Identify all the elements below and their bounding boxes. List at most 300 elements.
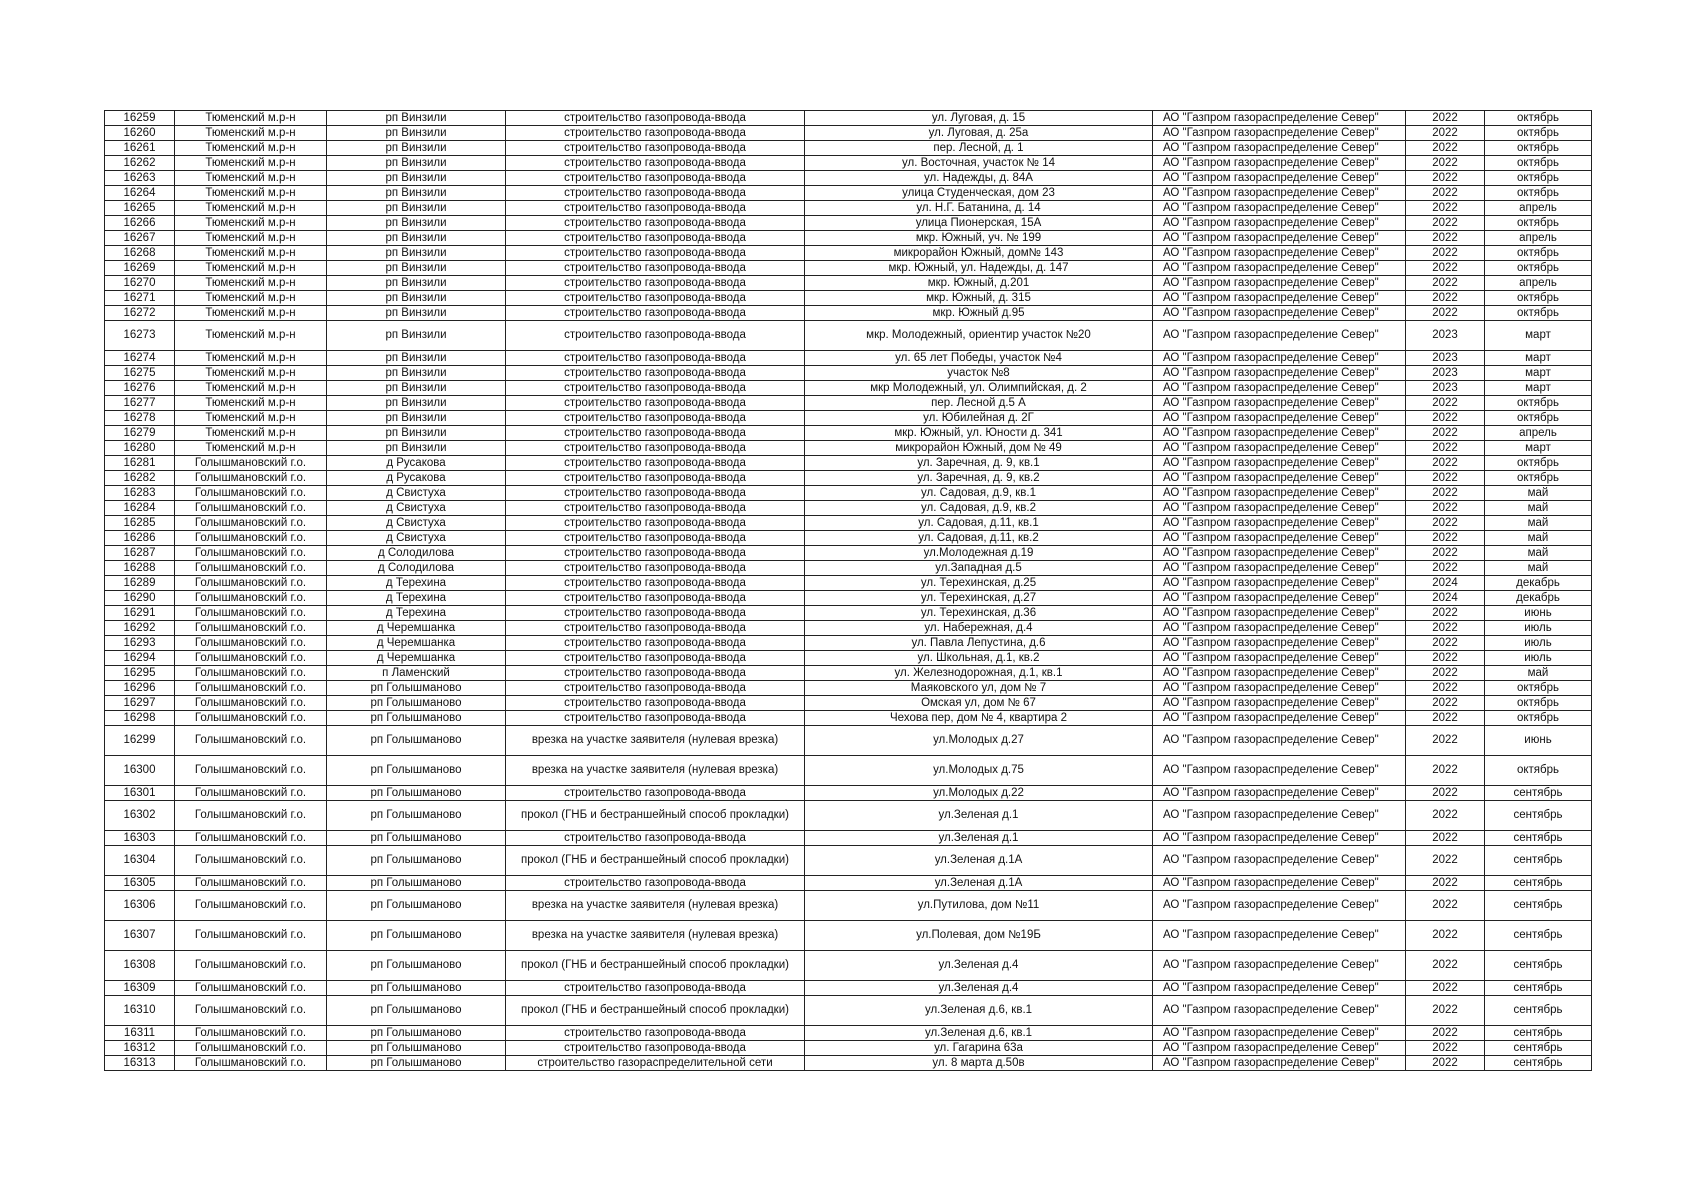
- cell-id: 16299: [105, 726, 175, 756]
- cell-organization: АО "Газпром газораспределение Север": [1153, 246, 1406, 261]
- cell-district: Тюменский м.р-н: [175, 366, 327, 381]
- cell-year: 2022: [1406, 456, 1485, 471]
- cell-district: Тюменский м.р-н: [175, 321, 327, 351]
- cell-district: Тюменский м.р-н: [175, 111, 327, 126]
- cell-work-type: строительство газопровода-ввода: [506, 186, 805, 201]
- cell-organization: АО "Газпром газораспределение Север": [1153, 606, 1406, 621]
- cell-settlement: рп Винзили: [327, 426, 506, 441]
- cell-organization: АО "Газпром газораспределение Север": [1153, 651, 1406, 666]
- cell-month: апрель: [1485, 201, 1592, 216]
- cell-address: ул. Садовая, д.9, кв.2: [805, 501, 1153, 516]
- cell-work-type: строительство газопровода-ввода: [506, 141, 805, 156]
- cell-organization: АО "Газпром газораспределение Север": [1153, 171, 1406, 186]
- table-row: [105, 591, 1592, 606]
- cell-settlement: д Черемшанка: [327, 651, 506, 666]
- cell-year: 2023: [1406, 321, 1485, 351]
- cell-address: Маяковского ул, дом № 7: [805, 681, 1153, 696]
- cell-organization: АО "Газпром газораспределение Север": [1153, 561, 1406, 576]
- cell-organization: АО "Газпром газораспределение Север": [1153, 486, 1406, 501]
- cell-settlement: рп Винзили: [327, 276, 506, 291]
- cell-id: 16295: [105, 666, 175, 681]
- table-row: [105, 621, 1592, 636]
- cell-id: 16287: [105, 546, 175, 561]
- cell-organization: АО "Газпром газораспределение Север": [1153, 996, 1406, 1026]
- cell-address: ул. Школьная, д.1, кв.2: [805, 651, 1153, 666]
- cell-id: 16269: [105, 261, 175, 276]
- table-row: [105, 396, 1592, 411]
- cell-id: 16310: [105, 996, 175, 1026]
- cell-settlement: рп Голышманово: [327, 1026, 506, 1041]
- cell-id: 16311: [105, 1026, 175, 1041]
- cell-month: октябрь: [1485, 141, 1592, 156]
- cell-id: 16264: [105, 186, 175, 201]
- cell-id: 16303: [105, 831, 175, 846]
- cell-settlement: д Русакова: [327, 456, 506, 471]
- cell-month: сентябрь: [1485, 981, 1592, 996]
- cell-district: Тюменский м.р-н: [175, 141, 327, 156]
- table-row: [105, 216, 1592, 231]
- cell-month: сентябрь: [1485, 786, 1592, 801]
- cell-month: октябрь: [1485, 246, 1592, 261]
- cell-id: 16270: [105, 276, 175, 291]
- cell-district: Тюменский м.р-н: [175, 396, 327, 411]
- cell-year: 2022: [1406, 201, 1485, 216]
- cell-address: микрорайон Южный, дом№ 143: [805, 246, 1153, 261]
- cell-district: Голышмановский г.о.: [175, 786, 327, 801]
- cell-organization: АО "Газпром газораспределение Север": [1153, 591, 1406, 606]
- cell-organization: АО "Газпром газораспределение Север": [1153, 351, 1406, 366]
- cell-district: Голышмановский г.о.: [175, 606, 327, 621]
- table-row: [105, 276, 1592, 291]
- cell-year: 2022: [1406, 171, 1485, 186]
- cell-organization: АО "Газпром газораспределение Север": [1153, 411, 1406, 426]
- cell-district: Голышмановский г.о.: [175, 921, 327, 951]
- cell-work-type: прокол (ГНБ и бестраншейный способ прокладки): [506, 951, 805, 981]
- cell-settlement: рп Винзили: [327, 216, 506, 231]
- cell-work-type: строительство газопровода-ввода: [506, 246, 805, 261]
- table-row: [105, 921, 1592, 951]
- cell-month: май: [1485, 666, 1592, 681]
- cell-district: Голышмановский г.о.: [175, 696, 327, 711]
- cell-district: Тюменский м.р-н: [175, 426, 327, 441]
- cell-work-type: строительство газопровода-ввода: [506, 666, 805, 681]
- cell-month: октябрь: [1485, 306, 1592, 321]
- cell-district: Тюменский м.р-н: [175, 246, 327, 261]
- cell-year: 2022: [1406, 126, 1485, 141]
- cell-district: Голышмановский г.о.: [175, 681, 327, 696]
- cell-work-type: строительство газопровода-ввода: [506, 411, 805, 426]
- cell-year: 2022: [1406, 531, 1485, 546]
- cell-id: 16296: [105, 681, 175, 696]
- cell-id: 16276: [105, 381, 175, 396]
- cell-settlement: рп Винзили: [327, 261, 506, 276]
- cell-organization: АО "Газпром газораспределение Север": [1153, 321, 1406, 351]
- cell-settlement: д Русакова: [327, 471, 506, 486]
- cell-organization: АО "Газпром газораспределение Север": [1153, 276, 1406, 291]
- cell-work-type: строительство газопровода-ввода: [506, 471, 805, 486]
- cell-year: 2022: [1406, 621, 1485, 636]
- cell-settlement: рп Винзили: [327, 321, 506, 351]
- cell-organization: АО "Газпром газораспределение Север": [1153, 471, 1406, 486]
- cell-district: Голышмановский г.о.: [175, 756, 327, 786]
- cell-settlement: д Солодилова: [327, 546, 506, 561]
- cell-settlement: рп Голышманово: [327, 891, 506, 921]
- cell-address: ул. Н.Г. Батанина, д. 14: [805, 201, 1153, 216]
- cell-work-type: строительство газопровода-ввода: [506, 651, 805, 666]
- cell-district: Голышмановский г.о.: [175, 621, 327, 636]
- cell-address: ул. Юбилейная д. 2Г: [805, 411, 1153, 426]
- cell-district: Голышмановский г.о.: [175, 846, 327, 876]
- table-row: [105, 891, 1592, 921]
- cell-month: октябрь: [1485, 126, 1592, 141]
- cell-id: 16277: [105, 396, 175, 411]
- cell-work-type: строительство газопровода-ввода: [506, 231, 805, 246]
- cell-month: март: [1485, 381, 1592, 396]
- cell-district: Голышмановский г.о.: [175, 996, 327, 1026]
- cell-work-type: строительство газопровода-ввода: [506, 516, 805, 531]
- cell-work-type: строительство газопровода-ввода: [506, 981, 805, 996]
- cell-address: ул.Молодых д.22: [805, 786, 1153, 801]
- cell-work-type: строительство газопровода-ввода: [506, 1026, 805, 1041]
- cell-month: май: [1485, 561, 1592, 576]
- table-row: [105, 801, 1592, 831]
- cell-district: Тюменский м.р-н: [175, 186, 327, 201]
- cell-organization: АО "Газпром газораспределение Север": [1153, 111, 1406, 126]
- cell-organization: АО "Газпром газораспределение Север": [1153, 261, 1406, 276]
- cell-id: 16307: [105, 921, 175, 951]
- cell-address: ул.Зеленая д.1: [805, 831, 1153, 846]
- cell-work-type: врезка на участке заявителя (нулевая врезка): [506, 891, 805, 921]
- cell-address: ул.Зеленая д.6, кв.1: [805, 1026, 1153, 1041]
- cell-year: 2022: [1406, 711, 1485, 726]
- cell-district: Голышмановский г.о.: [175, 456, 327, 471]
- cell-address: мкр. Южный, ул. Юности д. 341: [805, 426, 1153, 441]
- cell-address: ул. Терехинская, д.27: [805, 591, 1153, 606]
- cell-year: 2022: [1406, 921, 1485, 951]
- cell-work-type: прокол (ГНБ и бестраншейный способ прокладки): [506, 996, 805, 1026]
- cell-year: 2022: [1406, 681, 1485, 696]
- cell-district: Тюменский м.р-н: [175, 231, 327, 246]
- cell-id: 16259: [105, 111, 175, 126]
- cell-organization: АО "Газпром газораспределение Север": [1153, 981, 1406, 996]
- cell-id: 16281: [105, 456, 175, 471]
- table-row: [105, 516, 1592, 531]
- cell-district: Тюменский м.р-н: [175, 276, 327, 291]
- table-row: [105, 231, 1592, 246]
- cell-work-type: строительство газопровода-ввода: [506, 486, 805, 501]
- cell-year: 2022: [1406, 981, 1485, 996]
- cell-settlement: рп Голышманово: [327, 996, 506, 1026]
- cell-work-type: строительство газопровода-ввода: [506, 696, 805, 711]
- cell-id: 16292: [105, 621, 175, 636]
- table-row: [105, 201, 1592, 216]
- cell-year: 2022: [1406, 1041, 1485, 1056]
- cell-organization: АО "Газпром газораспределение Север": [1153, 306, 1406, 321]
- cell-address: улица Пионерская, 15А: [805, 216, 1153, 231]
- cell-district: Тюменский м.р-н: [175, 216, 327, 231]
- cell-year: 2022: [1406, 471, 1485, 486]
- cell-month: май: [1485, 531, 1592, 546]
- cell-address: мкр. Южный д.95: [805, 306, 1153, 321]
- cell-address: ул. Надежды, д. 84А: [805, 171, 1153, 186]
- table-row: [105, 111, 1592, 126]
- cell-district: Голышмановский г.о.: [175, 666, 327, 681]
- cell-year: 2022: [1406, 411, 1485, 426]
- cell-month: сентябрь: [1485, 1056, 1592, 1071]
- table-row: [105, 141, 1592, 156]
- cell-work-type: врезка на участке заявителя (нулевая врезка): [506, 921, 805, 951]
- cell-id: 16286: [105, 531, 175, 546]
- cell-organization: АО "Газпром газораспределение Север": [1153, 291, 1406, 306]
- cell-address: ул. Садовая, д.11, кв.1: [805, 516, 1153, 531]
- cell-work-type: строительство газопровода-ввода: [506, 366, 805, 381]
- cell-month: май: [1485, 501, 1592, 516]
- table-row: [105, 441, 1592, 456]
- cell-year: 2022: [1406, 786, 1485, 801]
- cell-id: 16309: [105, 981, 175, 996]
- cell-district: Голышмановский г.о.: [175, 651, 327, 666]
- cell-settlement: рп Винзили: [327, 441, 506, 456]
- cell-address: мкр. Южный, уч. № 199: [805, 231, 1153, 246]
- cell-year: 2023: [1406, 351, 1485, 366]
- cell-settlement: рп Винзили: [327, 171, 506, 186]
- cell-district: Голышмановский г.о.: [175, 1026, 327, 1041]
- table-row: [105, 636, 1592, 651]
- cell-organization: АО "Газпром газораспределение Север": [1153, 636, 1406, 651]
- table-row: [105, 306, 1592, 321]
- cell-address: ул.Зеленая д.1А: [805, 846, 1153, 876]
- table-row: [105, 951, 1592, 981]
- cell-year: 2022: [1406, 951, 1485, 981]
- cell-month: июль: [1485, 636, 1592, 651]
- cell-year: 2022: [1406, 651, 1485, 666]
- cell-settlement: д Солодилова: [327, 561, 506, 576]
- cell-work-type: строительство газопровода-ввода: [506, 216, 805, 231]
- cell-month: октябрь: [1485, 711, 1592, 726]
- cell-address: мкр Молодежный, ул. Олимпийская, д. 2: [805, 381, 1153, 396]
- cell-district: Тюменский м.р-н: [175, 381, 327, 396]
- cell-district: Тюменский м.р-н: [175, 291, 327, 306]
- cell-settlement: рп Голышманово: [327, 846, 506, 876]
- cell-month: октябрь: [1485, 471, 1592, 486]
- cell-organization: АО "Газпром газораспределение Север": [1153, 711, 1406, 726]
- cell-settlement: рп Голышманово: [327, 681, 506, 696]
- cell-month: март: [1485, 321, 1592, 351]
- cell-month: октябрь: [1485, 681, 1592, 696]
- cell-organization: АО "Газпром газораспределение Север": [1153, 696, 1406, 711]
- cell-month: сентябрь: [1485, 831, 1592, 846]
- cell-organization: АО "Газпром газораспределение Север": [1153, 396, 1406, 411]
- cell-work-type: строительство газопровода-ввода: [506, 456, 805, 471]
- table-row: [105, 486, 1592, 501]
- cell-year: 2022: [1406, 231, 1485, 246]
- cell-id: 16291: [105, 606, 175, 621]
- cell-settlement: рп Голышманово: [327, 1041, 506, 1056]
- cell-id: 16301: [105, 786, 175, 801]
- cell-organization: АО "Газпром газораспределение Север": [1153, 876, 1406, 891]
- cell-settlement: д Свистуха: [327, 486, 506, 501]
- cell-district: Голышмановский г.о.: [175, 711, 327, 726]
- cell-address: пер. Лесной д.5 А: [805, 396, 1153, 411]
- table-row: [105, 126, 1592, 141]
- table-row: [105, 321, 1592, 351]
- cell-organization: АО "Газпром газораспределение Север": [1153, 951, 1406, 981]
- cell-id: 16313: [105, 1056, 175, 1071]
- table-row: [105, 531, 1592, 546]
- table-row: [105, 471, 1592, 486]
- table-row: [105, 576, 1592, 591]
- cell-settlement: рп Голышманово: [327, 726, 506, 756]
- cell-month: апрель: [1485, 231, 1592, 246]
- cell-district: Тюменский м.р-н: [175, 201, 327, 216]
- cell-settlement: рп Голышманово: [327, 951, 506, 981]
- cell-year: 2022: [1406, 516, 1485, 531]
- table-row: [105, 1041, 1592, 1056]
- cell-organization: АО "Газпром газораспределение Север": [1153, 441, 1406, 456]
- cell-work-type: строительство газопровода-ввода: [506, 531, 805, 546]
- table-row: [105, 711, 1592, 726]
- cell-work-type: строительство газопровода-ввода: [506, 111, 805, 126]
- cell-id: 16297: [105, 696, 175, 711]
- table-row: [105, 786, 1592, 801]
- cell-year: 2024: [1406, 576, 1485, 591]
- table-row: [105, 981, 1592, 996]
- cell-settlement: рп Винзили: [327, 141, 506, 156]
- cell-organization: АО "Газпром газораспределение Север": [1153, 456, 1406, 471]
- cell-work-type: строительство газопровода-ввода: [506, 276, 805, 291]
- cell-work-type: строительство газопровода-ввода: [506, 171, 805, 186]
- cell-id: 16265: [105, 201, 175, 216]
- cell-district: Голышмановский г.о.: [175, 636, 327, 651]
- cell-month: сентябрь: [1485, 846, 1592, 876]
- cell-address: ул.Молодежная д.19: [805, 546, 1153, 561]
- cell-settlement: рп Голышманово: [327, 786, 506, 801]
- cell-month: июнь: [1485, 726, 1592, 756]
- cell-organization: АО "Газпром газораспределение Север": [1153, 801, 1406, 831]
- cell-id: 16289: [105, 576, 175, 591]
- cell-organization: АО "Газпром газораспределение Север": [1153, 1041, 1406, 1056]
- cell-month: октябрь: [1485, 756, 1592, 786]
- cell-organization: АО "Газпром газораспределение Север": [1153, 621, 1406, 636]
- cell-district: Тюменский м.р-н: [175, 171, 327, 186]
- cell-district: Голышмановский г.о.: [175, 726, 327, 756]
- cell-year: 2022: [1406, 441, 1485, 456]
- cell-id: 16290: [105, 591, 175, 606]
- cell-district: Голышмановский г.о.: [175, 516, 327, 531]
- cell-month: октябрь: [1485, 411, 1592, 426]
- cell-organization: АО "Газпром газораспределение Север": [1153, 186, 1406, 201]
- cell-year: 2022: [1406, 426, 1485, 441]
- cell-organization: АО "Газпром газораспределение Север": [1153, 126, 1406, 141]
- gasification-table: [104, 110, 1592, 1071]
- cell-month: июль: [1485, 621, 1592, 636]
- cell-month: октябрь: [1485, 216, 1592, 231]
- cell-id: 16271: [105, 291, 175, 306]
- cell-district: Голышмановский г.о.: [175, 951, 327, 981]
- cell-district: Голышмановский г.о.: [175, 531, 327, 546]
- cell-year: 2022: [1406, 561, 1485, 576]
- cell-work-type: строительство газопровода-ввода: [506, 321, 805, 351]
- cell-address: мкр. Южный, д.201: [805, 276, 1153, 291]
- cell-year: 2022: [1406, 831, 1485, 846]
- cell-settlement: рп Голышманово: [327, 801, 506, 831]
- cell-settlement: рп Голышманово: [327, 921, 506, 951]
- cell-district: Голышмановский г.о.: [175, 471, 327, 486]
- cell-month: сентябрь: [1485, 1041, 1592, 1056]
- cell-month: сентябрь: [1485, 1026, 1592, 1041]
- cell-year: 2022: [1406, 216, 1485, 231]
- cell-address: мкр. Южный, ул. Надежды, д. 147: [805, 261, 1153, 276]
- cell-address: ул.Зеленая д.1: [805, 801, 1153, 831]
- cell-work-type: строительство газопровода-ввода: [506, 681, 805, 696]
- cell-settlement: рп Винзили: [327, 246, 506, 261]
- cell-address: ул.Зеленая д.4: [805, 951, 1153, 981]
- cell-work-type: врезка на участке заявителя (нулевая врезка): [506, 726, 805, 756]
- cell-year: 2022: [1406, 111, 1485, 126]
- cell-district: Тюменский м.р-н: [175, 441, 327, 456]
- table-row: [105, 651, 1592, 666]
- cell-district: Голышмановский г.о.: [175, 501, 327, 516]
- cell-organization: АО "Газпром газораспределение Север": [1153, 381, 1406, 396]
- cell-organization: АО "Газпром газораспределение Север": [1153, 1026, 1406, 1041]
- cell-address: мкр. Молодежный, ориентир участок №20: [805, 321, 1153, 351]
- cell-organization: АО "Газпром газораспределение Север": [1153, 156, 1406, 171]
- cell-year: 2022: [1406, 891, 1485, 921]
- cell-settlement: рп Винзили: [327, 396, 506, 411]
- cell-district: Тюменский м.р-н: [175, 261, 327, 276]
- table-row: [105, 291, 1592, 306]
- cell-month: март: [1485, 441, 1592, 456]
- cell-organization: АО "Газпром газораспределение Север": [1153, 786, 1406, 801]
- cell-work-type: строительство газопровода-ввода: [506, 711, 805, 726]
- cell-organization: АО "Газпром газораспределение Север": [1153, 501, 1406, 516]
- cell-id: 16267: [105, 231, 175, 246]
- cell-organization: АО "Газпром газораспределение Север": [1153, 516, 1406, 531]
- cell-year: 2022: [1406, 306, 1485, 321]
- table-row: [105, 351, 1592, 366]
- cell-settlement: д Черемшанка: [327, 636, 506, 651]
- cell-organization: АО "Газпром газораспределение Север": [1153, 141, 1406, 156]
- cell-id: 16294: [105, 651, 175, 666]
- cell-work-type: строительство газопровода-ввода: [506, 561, 805, 576]
- table-row: [105, 186, 1592, 201]
- cell-work-type: прокол (ГНБ и бестраншейный способ прокладки): [506, 846, 805, 876]
- cell-address: ул. Гагарина 63а: [805, 1041, 1153, 1056]
- cell-settlement: рп Голышманово: [327, 696, 506, 711]
- cell-year: 2023: [1406, 366, 1485, 381]
- table-row: [105, 726, 1592, 756]
- cell-id: 16293: [105, 636, 175, 651]
- cell-year: 2023: [1406, 381, 1485, 396]
- cell-settlement: рп Винзили: [327, 186, 506, 201]
- cell-year: 2022: [1406, 846, 1485, 876]
- cell-id: 16261: [105, 141, 175, 156]
- cell-settlement: д Терехина: [327, 576, 506, 591]
- cell-settlement: рп Винзили: [327, 381, 506, 396]
- cell-id: 16274: [105, 351, 175, 366]
- cell-year: 2022: [1406, 546, 1485, 561]
- cell-month: декабрь: [1485, 576, 1592, 591]
- cell-work-type: строительство газопровода-ввода: [506, 621, 805, 636]
- cell-address: ул. Железнодорожная, д.1, кв.1: [805, 666, 1153, 681]
- cell-month: сентябрь: [1485, 891, 1592, 921]
- table-row: [105, 666, 1592, 681]
- cell-work-type: строительство газопровода-ввода: [506, 576, 805, 591]
- cell-settlement: рп Винзили: [327, 306, 506, 321]
- cell-month: май: [1485, 546, 1592, 561]
- cell-address: ул.Зеленая д.6, кв.1: [805, 996, 1153, 1026]
- cell-address: ул. Садовая, д.9, кв.1: [805, 486, 1153, 501]
